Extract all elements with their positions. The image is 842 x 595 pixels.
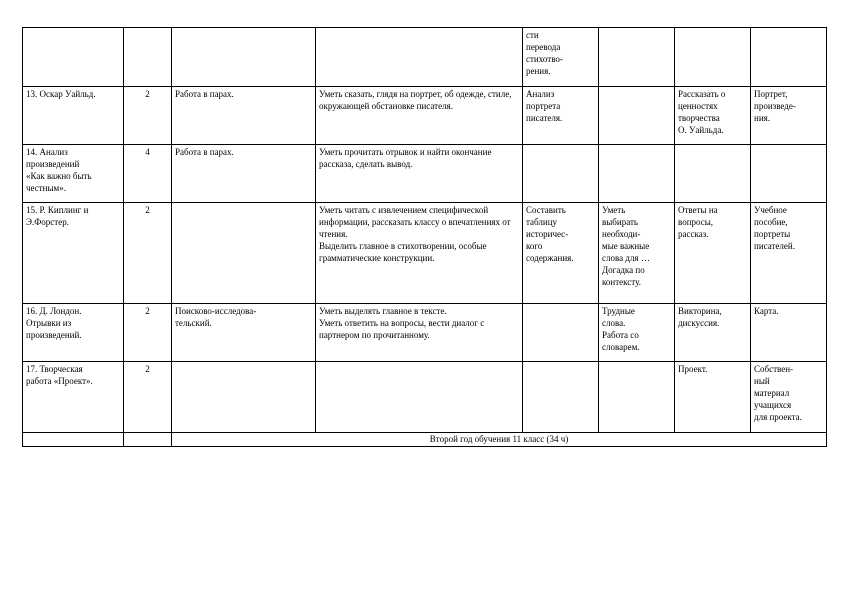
cell-col5: Анализ портрета писателя. [523, 87, 599, 145]
cell-topic: 14. Анализ произведений «Как важно быть честным». [23, 145, 124, 203]
cell-col6: Уметь выбирать необходи- мые важные слова для … Догадка по контексту. [599, 203, 675, 304]
cell-hours: 2 [124, 87, 172, 145]
table-row [23, 28, 827, 87]
cell-col7: Проект. [675, 362, 751, 433]
cell-skills: Уметь выделять главное в тексте. Уметь ответить на вопросы, вести диалог с партнером по прочитанному. [316, 304, 523, 362]
cell-hours: 2 [124, 304, 172, 362]
cell-col6 [599, 28, 675, 87]
cell-col5: Составить таблицу историчес- кого содержания. [523, 203, 599, 304]
cell-col8: Собствен- ный материал учащихся для проекта. [751, 362, 827, 433]
cell-skills: Уметь сказать, глядя на портрет, об одежде, стиле, окружающей обстановке писателя. [316, 87, 523, 145]
cell-form: Поисково-исследова- тельский. [172, 304, 316, 362]
cell-hours [124, 28, 172, 87]
cell-hours: 2 [124, 362, 172, 433]
cell-hours [124, 433, 172, 447]
cell-hours: 4 [124, 145, 172, 203]
table-row [23, 87, 827, 145]
cell-col7: Викторина, дискуссия. [675, 304, 751, 362]
table-row-footer [23, 433, 827, 447]
cell-skills [316, 28, 523, 87]
cell-skills [316, 362, 523, 433]
cell-topic: 16. Д. Лондон. Отрывки из произведений. [23, 304, 124, 362]
cell-col7 [675, 28, 751, 87]
table-row [23, 145, 827, 203]
cell-col6: Трудные слова. Работа со словарем. [599, 304, 675, 362]
cell-col7: Рассказать о ценностях творчества О. Уайльда. [675, 87, 751, 145]
cell-topic: 17. Творческая работа «Проект». [23, 362, 124, 433]
cell-topic [23, 28, 124, 87]
cell-col8 [751, 28, 827, 87]
cell-col5: сти перевода стихотво- рения. [523, 28, 599, 87]
cell-col5 [523, 145, 599, 203]
cell-col8 [751, 145, 827, 203]
table-row [23, 362, 827, 433]
cell-skills: Уметь читать с извлечением специфической информации, рассказать классу о впечатлениях от чтения. Выделить главное в стихотворении, особые грамматические конструкции. [316, 203, 523, 304]
cell-hours: 2 [124, 203, 172, 304]
curriculum-table [22, 27, 827, 447]
section-heading: Второй год обучения 11 класс (34 ч) [172, 433, 827, 447]
cell-topic: 15. Р. Киплинг и Э.Форстер. [23, 203, 124, 304]
cell-form [172, 28, 316, 87]
cell-form [172, 203, 316, 304]
cell-col5 [523, 362, 599, 433]
table-row [23, 203, 827, 304]
cell-skills: Уметь прочитать отрывок и найти окончание рассказа, сделать вывод. [316, 145, 523, 203]
cell-topic: 13. Оскар Уайльд. [23, 87, 124, 145]
cell-form: Работа в парах. [172, 145, 316, 203]
cell-col7: Ответы на вопросы, рассказ. [675, 203, 751, 304]
cell-topic [23, 433, 124, 447]
cell-col8: Карта. [751, 304, 827, 362]
cell-col6 [599, 145, 675, 203]
cell-col8: Портрет, произведе- ния. [751, 87, 827, 145]
cell-form [172, 362, 316, 433]
table-row [23, 304, 827, 362]
cell-col6 [599, 87, 675, 145]
cell-form: Работа в парах. [172, 87, 316, 145]
cell-col8: Учебное пособие, портреты писателей. [751, 203, 827, 304]
cell-col7 [675, 145, 751, 203]
cell-col6 [599, 362, 675, 433]
cell-col5 [523, 304, 599, 362]
